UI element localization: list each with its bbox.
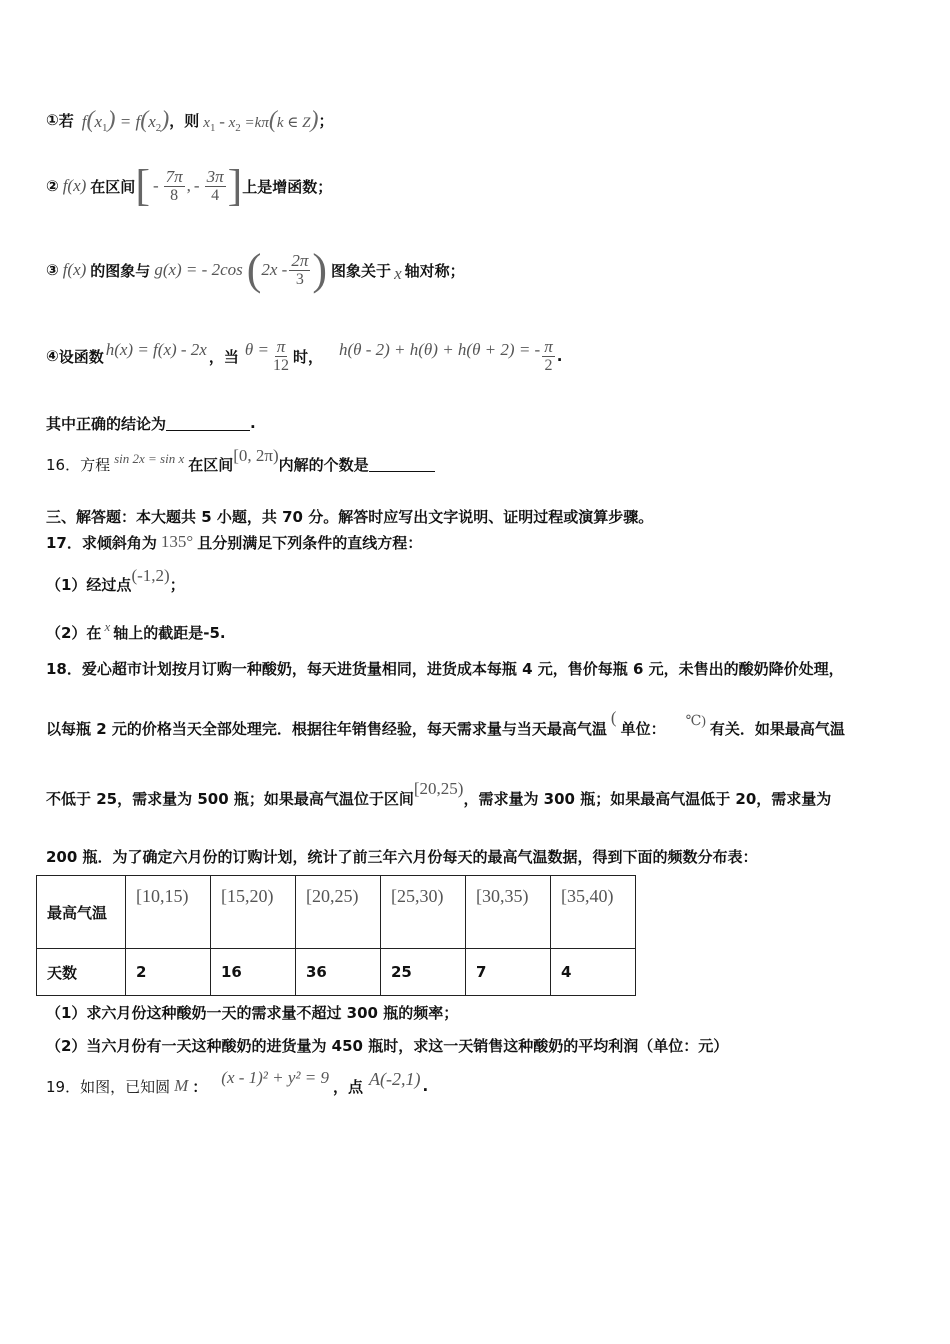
question-18-line-2: 以每瓶 2 元的价格当天全部处理完．根据往年销售经验，每天需求量与当天最高气温 ( 单位： ℃) 有关．如果最高气温 [46, 708, 845, 738]
table-cell: 7 [466, 949, 551, 996]
statement-3: ③ f(x) 的图象与 g(x) = - 2cos ( 2x - $\frac{2\pi}{3}$ ) 图象关于 x 轴对称； [46, 245, 465, 294]
question-18-line-1: 18．爱心超市计划按月订购一种酸奶，每天进货量相同，进货成本每瓶 4 元，售价每瓶 6 元，未售出的酸奶降价处理， [46, 660, 844, 678]
math-expression: $f(x_1) = f(x_2)$ [81, 106, 170, 134]
fraction: $\frac{\pi}{12}$ [272, 336, 289, 375]
statement-text: 设函数 [58, 347, 104, 366]
question-18-part-1: （1）求六月份这种酸奶一天的需求量不超过 300 瓶的频率； [46, 1004, 459, 1022]
table-cell: [10,15) [126, 876, 211, 949]
circle-number: ④ [46, 347, 59, 365]
statement-text: 的图象与 [90, 261, 151, 280]
fraction: $\frac{3\pi}{4}$ [206, 166, 224, 205]
section-heading: 三、解答题：本大题共 5 小题，共 70 分。解答时应写出文字说明、证明过程或演算步骤。 [46, 508, 654, 526]
statement-text: 图象关于 [331, 261, 392, 280]
table-cell: 2 [126, 949, 211, 996]
table-cell: [20,25) [296, 876, 381, 949]
table-cell: 4 [551, 949, 636, 996]
question-17: 17．求倾斜角为 135° 且分别满足下列条件的直线方程： [46, 532, 423, 552]
answer-blank[interactable] [166, 416, 250, 431]
table-cell: [15,20) [211, 876, 296, 949]
frequency-table [36, 875, 636, 996]
math-expression: - [152, 176, 159, 195]
table-cell: 最高气温 [37, 876, 126, 949]
table-cell: 25 [381, 949, 466, 996]
table-cell: [30,35) [466, 876, 551, 949]
fraction: $\frac{7\pi}{8}$ [165, 166, 183, 205]
table-cell: 36 [296, 949, 381, 996]
fraction: $\frac{\pi}{2}$ [544, 336, 553, 375]
bracket: [ [135, 161, 150, 210]
question-16: 16．方程 sin 2x = sin x 在区间 [0, 2π) 内解的个数是 [46, 446, 435, 482]
statement-2: ② f(x) 在区间 [ - $\frac{7\pi}{8}$ , - $\frac{3\pi}{4}$ ] 上是增函数； [46, 161, 333, 210]
math-expression: h(θ - 2) + h(θ) + h(θ + 2) = - [338, 340, 541, 359]
table-row [37, 876, 636, 949]
table-cell: [25,30) [381, 876, 466, 949]
question-17-part-1: （1）经过点 (-1,2) ； [46, 566, 185, 594]
question-18-part-2: （2）当六月份有一天这种酸奶的进货量为 450 瓶时，求这一天销售这种酸奶的平均利润（单位：元） [46, 1037, 729, 1055]
math-expression: $x_1 - x_2 =k\pi(k$ ∈ Z) [203, 106, 319, 134]
math-expression: h(x) = f(x) - 2x [105, 340, 207, 359]
statement-text: ，则 [169, 111, 200, 130]
statement-text: 在区间 [90, 177, 136, 196]
question-18-line-3: 不低于 25，需求量为 500 瓶；如果最高气温位于区间 [20,25) ，需求量为 300 瓶；如果最高气温低于 20，需求量为 [46, 779, 832, 808]
statement-text: 时， [292, 347, 323, 366]
circle-number: ② [46, 177, 59, 195]
statement-4: ④ 设函数 h(x) = f(x) - 2x ，当 θ = $\frac{\pi}{12}$ 时， h(θ - 2) + h(θ) + h(θ + 2) = - $\frac{\pi}{2}$ . [46, 336, 563, 375]
table-cell: 天数 [37, 949, 126, 996]
question-18-line-4: 200 瓶．为了确定六月份的订购计划，统计了前三年六月份每天的最高气温数据，得到下面的频数分布表： [46, 848, 758, 866]
table-row [37, 949, 636, 996]
conclusion-line: 其中正确的结论为 . [46, 414, 256, 433]
question-17-part-2: （2）在 x 轴上的截距是-5. [46, 619, 226, 642]
table-cell: 16 [211, 949, 296, 996]
bracket: ] [227, 161, 243, 210]
question-19: 19．如图，已知圆 M ： (x - 1)² + y² = 9 ，点 A(-2,1) . [46, 1068, 429, 1096]
answer-blank[interactable] [369, 457, 435, 472]
table-cell: [35,40) [551, 876, 636, 949]
math-expression: f(x) [62, 260, 87, 279]
statement-text: 若 [58, 111, 74, 130]
statement-text: ，当 [208, 347, 239, 366]
math-expression: g(x) = - 2cos [154, 260, 243, 279]
statement-text: 上是增函数； [242, 177, 333, 196]
statement-text: 轴对称； [404, 261, 465, 280]
circle-number: ① [46, 111, 59, 129]
fraction: $\frac{2\pi}{3}$ [291, 250, 309, 289]
statement-1: ① 若 $f(x_1) = f(x_2)$ ，则 $x_1 - x_2 =k\pi(k$ ∈ Z) ； [46, 106, 334, 134]
math-expression: f(x) [62, 176, 87, 195]
circle-number: ③ [46, 261, 59, 279]
